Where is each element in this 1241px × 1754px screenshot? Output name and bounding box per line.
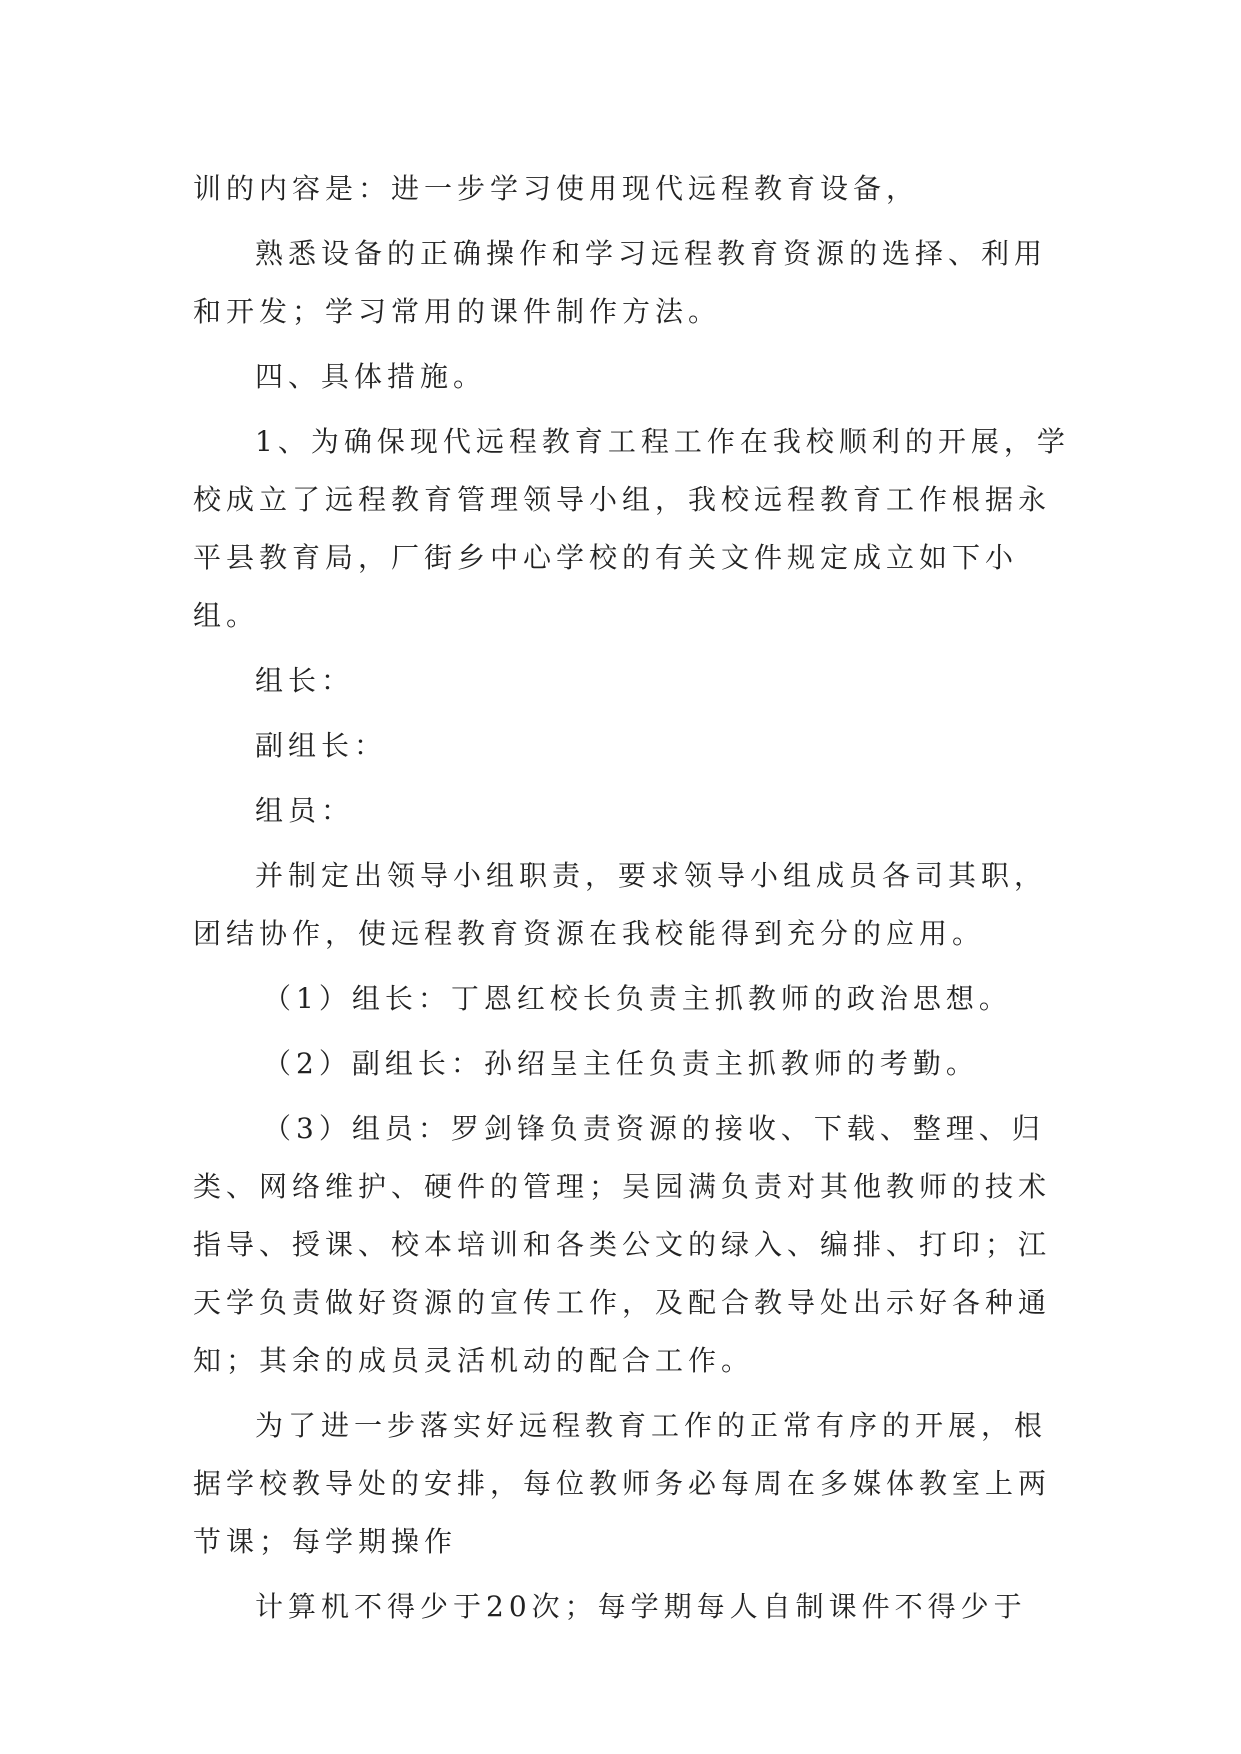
paragraph-duty-deputy: （2）副组长：孙绍呈主任负责主抓教师的考勤。 [263,1047,979,1080]
paragraph-equipment-operation: 熟悉设备的正确操作和学习远程教育资源的选择、利用和开发；学习常用的课件制作方法。 [193,237,1048,328]
paragraph-teaching-schedule: 为了进一步落实好远程教育工作的正常有序的开展，根据学校教导处的安排，每位教师务必每周在多媒体教室上两节课；每学期操作 [193,1409,1052,1558]
heading-specific-measures: 四、具体措施。 [255,360,487,393]
paragraph-responsibilities: 并制定出领导小组职责，要求领导小组成员各司其职，团结协作，使远程教育资源在我校能得到充分的应用。 [193,859,1048,950]
paragraph-computer-requirement: 计算机不得少于20次；每学期每人自制课件不得少于 [255,1590,1027,1623]
label-group-members: 组员： [255,794,355,827]
paragraph-measure-1: 1、为确保现代远程教育工程工作在我校顺利的开展，学校成立了远程教育管理领导小组，我校远程教育工作根据永平县教育局，厂街乡中心学校的有关文件规定成立如下小组。 [193,425,1070,632]
label-deputy-group-leader: 副组长： [255,729,388,762]
paragraph-training-content: 训的内容是：进一步学习使用现代远程教育设备， [193,172,920,205]
document-body [193,160,1073,1643]
paragraph-duty-members: （3）组员：罗剑锋负责资源的接收、下载、整理、归类、网络维护、硬件的管理；吴园满负责对其他教师的技术指导、授课、校本培训和各类公文的绿入、编排、打印；江天学负责做好资源的宣传工作，及配合教导处出示好各种通知；其余的成员灵活机动的配合工作。 [193,1112,1052,1377]
paragraph-duty-leader: （1）组长：丁恩红校长负责主抓教师的政治思想。 [263,982,1012,1015]
label-group-leader: 组长： [255,664,355,697]
